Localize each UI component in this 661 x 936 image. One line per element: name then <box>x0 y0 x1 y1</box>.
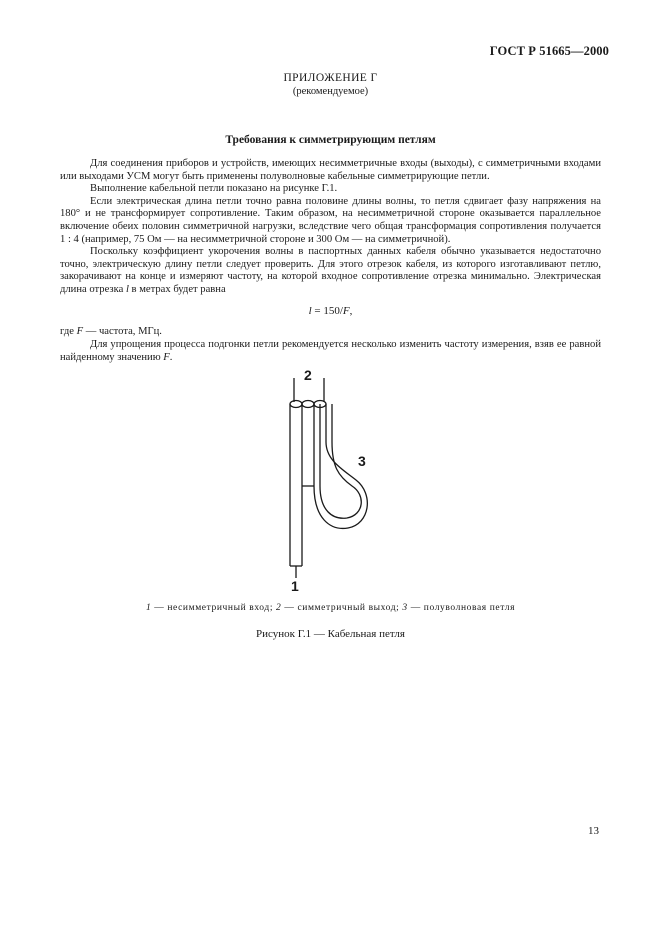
formula-where <box>60 326 162 337</box>
where-prefix: где <box>60 326 77 337</box>
formula-end: , <box>349 305 353 317</box>
cable-loop-drawing <box>270 368 390 593</box>
where-text: — частота, МГц. <box>83 326 162 337</box>
legend-t2: — симметричный выход; <box>281 603 403 613</box>
paragraph-3: Если электрическая длина петли точно равна половине длины волны, то петля сдвигает фазу напряжения на 180° и не трансформирует сопротивление. Таким образом, на несимметричной стороне оказывается параллельное включение обеих половин симметричной нагрузки, вследствие чего общая трансформация сопротивления получается 1 : 4 (например, 75 Ом — на несимметричной стороне и 300 Ом — на симметричной). <box>60 195 601 245</box>
paragraph-5-text: Для упрощения процесса подгонки петли рекомендуется несколько изменить частоту измерения, взяв ее равной найденному значению <box>60 339 601 363</box>
cable-end-2 <box>302 401 314 408</box>
appendix-title: ПРИЛОЖЕНИЕ Г <box>283 72 378 84</box>
paragraph-5-var: F <box>163 351 170 363</box>
paragraph-4-text: Поскольку коэффициент укорочения волны в паспортных данных кабеля обычно указывается недостаточно точно, электрическую длину петли следует проверить. Для этого отрезок кабеля, из которого изготавливают петлю, закорачивают на конце и измеряют частоту, на которой входное сопротивление отрезка минимально. Электрическая длина отрезка <box>60 246 601 295</box>
cable-loop-figure <box>270 368 390 598</box>
cable-end-1 <box>290 401 302 408</box>
legend-n1: 1 <box>145 603 152 613</box>
legend-t3: — полуволновая петля <box>407 603 516 613</box>
paragraph-5-end: . <box>169 351 173 363</box>
paragraph-4 <box>60 246 601 296</box>
body-text-2 <box>60 339 601 364</box>
formula-rhs: F <box>342 305 350 317</box>
paragraph-2: Выполнение кабельной петли показано на рисунке Г.1. <box>90 183 338 195</box>
section-title: Требования к симметрирующим петлям <box>225 134 436 146</box>
legend-n2: 2 <box>276 603 282 613</box>
document-header: ГОСТ Р 51665—2000 <box>489 44 609 58</box>
figure-legend <box>60 603 601 613</box>
body-text <box>60 158 601 297</box>
figure-label-1: 1 <box>291 578 299 593</box>
formula-eq: = 150/ <box>311 305 343 317</box>
where-var: F <box>76 326 84 337</box>
paragraph-4-tail: в метрах будет равна <box>128 283 226 295</box>
figure-label-3: 3 <box>358 453 366 469</box>
formula <box>60 305 601 317</box>
formula-lhs: l <box>308 305 312 317</box>
figure-label-2: 2 <box>304 368 312 383</box>
legend-t1: — несимметричный вход; <box>151 603 277 613</box>
legend-n3: 3 <box>402 603 408 613</box>
appendix-subtitle: (рекомендуемое) <box>292 86 369 97</box>
page-number: 13 <box>588 825 599 837</box>
paragraph-5 <box>60 339 601 364</box>
figure-caption: Рисунок Г.1 — Кабельная петля <box>256 628 405 640</box>
paragraph-1: Для соединения приборов и устройств, имеющих несимметричные входы (выходы), с симметричными входами или выходами УСМ могут быть применены полуволновые кабельные симметрирующие петли. <box>60 158 601 182</box>
length-variable: l <box>125 283 129 295</box>
